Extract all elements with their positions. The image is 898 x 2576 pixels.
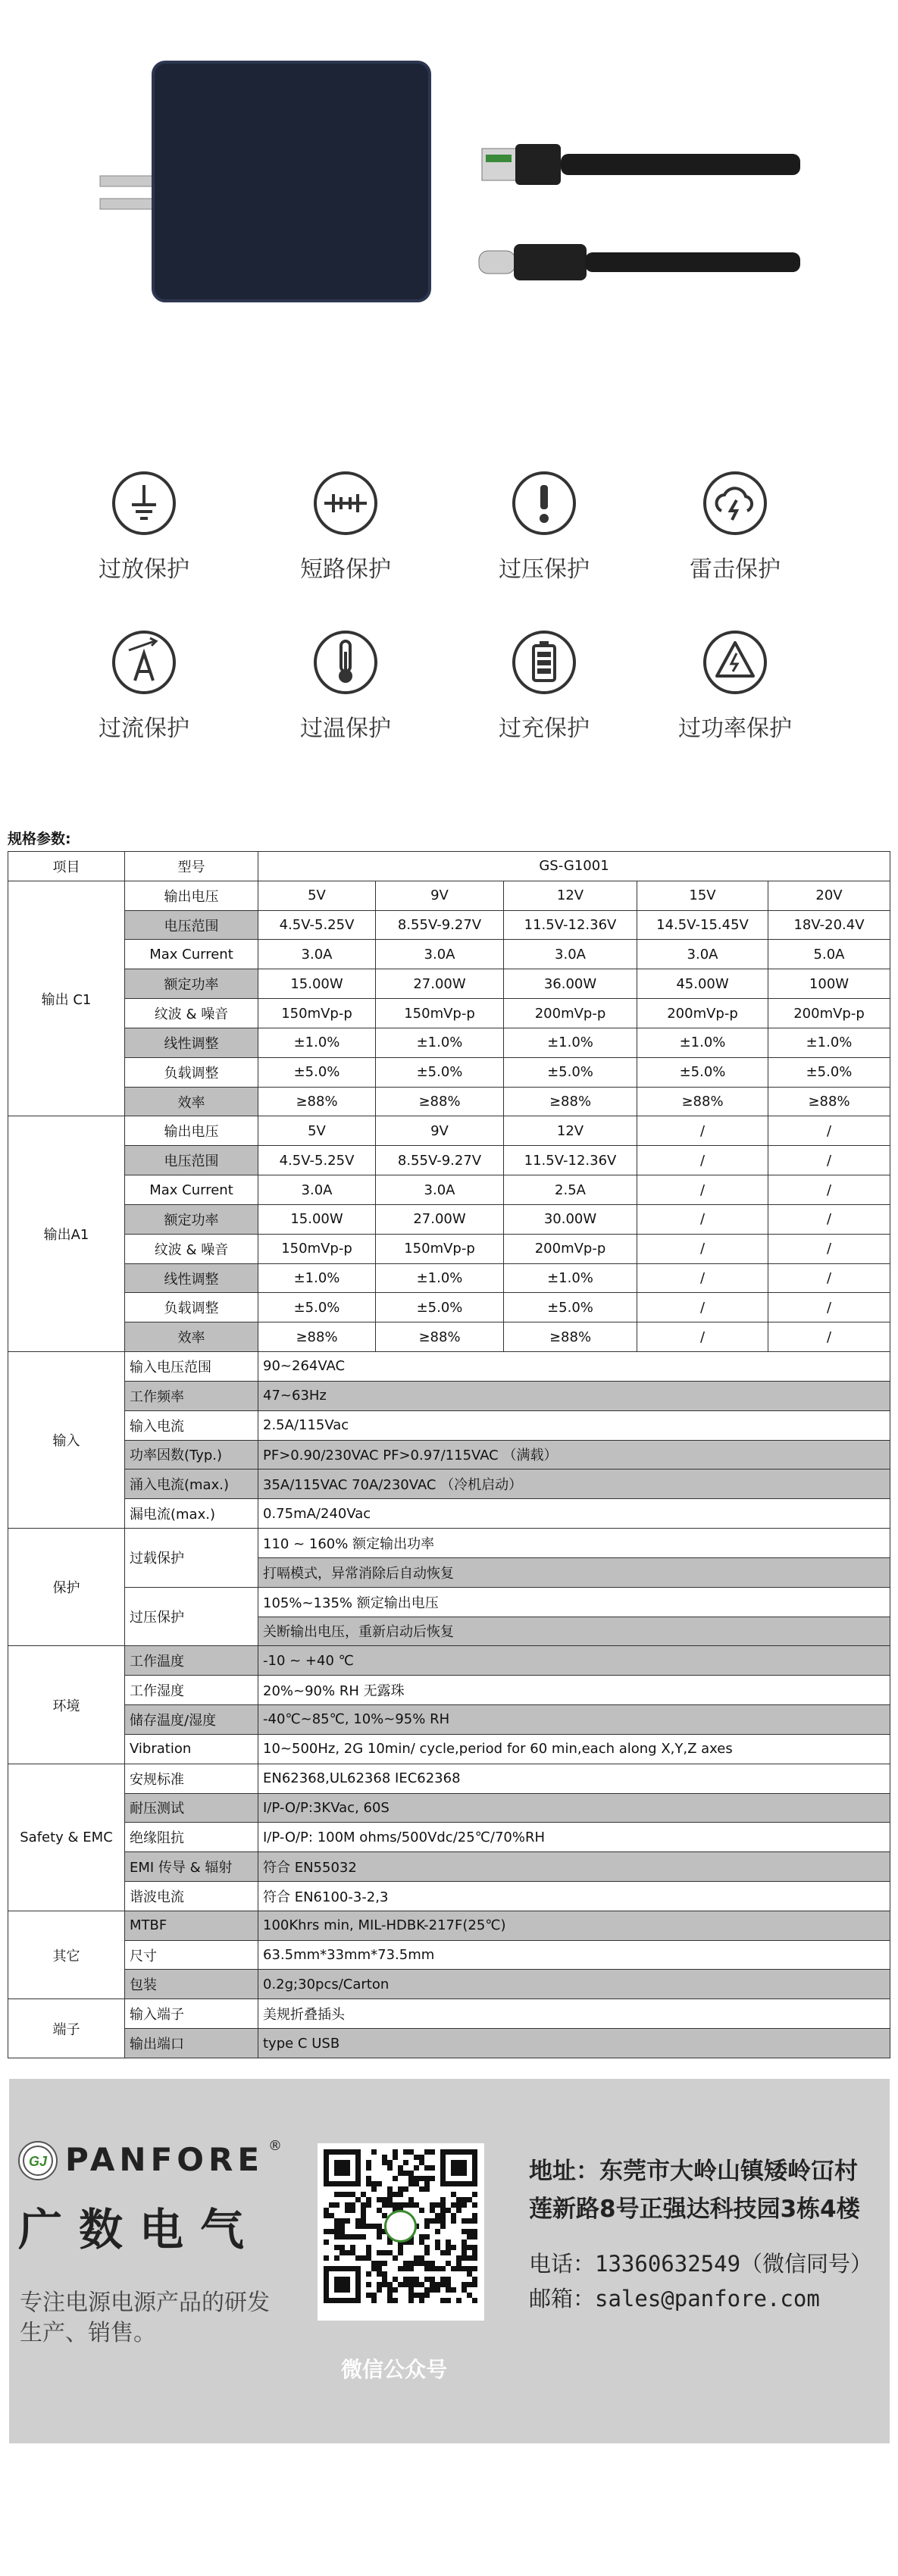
cell-value: ±1.0% — [376, 1028, 504, 1057]
email-text[interactable]: 邮箱：sales@panfore.com — [529, 2286, 820, 2312]
slogan-line-1: 专注电源电源产品的研发 — [20, 2290, 270, 2316]
cell-value: ≥88% — [258, 1322, 376, 1352]
protection-item — [652, 629, 818, 743]
cell-value: 0.2g;30pcs/Carton — [258, 1970, 890, 1999]
product-photo — [0, 0, 898, 424]
cell-value: 3.0A — [504, 940, 637, 969]
slogan-line-2: 生产、销售。 — [20, 2320, 156, 2346]
table-row — [8, 940, 890, 969]
brand-chinese: 广数电气 — [18, 2204, 261, 2255]
battery-icon — [511, 629, 577, 696]
address-line-1: 地址：东莞市大岭山镇矮岭冚村 — [529, 2158, 858, 2185]
cell-value: 3.0A — [258, 1175, 376, 1205]
cell-value: ±5.0% — [376, 1057, 504, 1087]
cell-value: ≥88% — [504, 1322, 637, 1352]
row-label: 输出端口 — [125, 2029, 258, 2058]
cell-value: 150mVp-p — [258, 1234, 376, 1263]
cell-value: 5V — [258, 1116, 376, 1146]
cell-value: 符合 EN6100-3-2,3 — [258, 1881, 890, 1911]
cell-value: 150mVp-p — [376, 999, 504, 1028]
row-label: 线性调整 — [125, 1263, 258, 1293]
cell-value: / — [768, 1234, 890, 1263]
section-label: Safety & EMC — [8, 1764, 125, 1911]
row-label: 谐波电流 — [125, 1881, 258, 1911]
brand-english: PANFORE — [65, 2141, 264, 2178]
cell-value: 符合 EN55032 — [258, 1852, 890, 1882]
cell-value: 12V — [504, 1116, 637, 1146]
table-row — [8, 1705, 890, 1735]
section-label: 端子 — [8, 1999, 125, 2058]
cell-value: 4.5V-5.25V — [258, 910, 376, 940]
warning-icon — [702, 629, 768, 696]
cell-value: 3.0A — [376, 940, 504, 969]
protection-item — [461, 629, 627, 743]
qr-caption: 微信公众号 — [341, 2357, 448, 2382]
cell-value: 15.00W — [258, 969, 376, 999]
row-label: 输入电流 — [125, 1410, 258, 1440]
row-label: 安规标准 — [125, 1764, 258, 1793]
cell-value: / — [637, 1234, 768, 1263]
row-label: 过压保护 — [125, 1587, 258, 1646]
table-row — [8, 1911, 890, 1940]
table-row — [8, 1381, 890, 1410]
cell-value: / — [637, 1116, 768, 1146]
row-label: 输入电压范围 — [125, 1352, 258, 1382]
table-row — [8, 910, 890, 940]
cell-value: ≥88% — [768, 1087, 890, 1116]
table-row — [8, 1116, 890, 1146]
cell-value: ±5.0% — [504, 1293, 637, 1322]
table-row — [8, 1087, 890, 1116]
protection-label: 过压保护 — [499, 556, 590, 583]
cell-value: 3.0A — [376, 1175, 504, 1205]
cell-value: 11.5V-12.36V — [504, 1146, 637, 1175]
cell-value: 0.75mA/240Vac — [258, 1499, 890, 1529]
exclamation-icon — [511, 470, 577, 537]
table-row — [8, 1764, 890, 1793]
cell-value: 20%~90% RH 无露珠 — [258, 1676, 890, 1705]
row-label: 纹波 & 噪音 — [125, 1234, 258, 1263]
cell-value: ±5.0% — [258, 1293, 376, 1322]
ground-icon — [111, 470, 177, 537]
cell-value: 15V — [637, 881, 768, 910]
cell-value: 27.00W — [376, 969, 504, 999]
cell-value: / — [637, 1263, 768, 1293]
phone-text: 电话：13360632549（微信同号） — [529, 2251, 873, 2277]
cell-value: ≥88% — [376, 1322, 504, 1352]
cell-value: / — [637, 1322, 768, 1352]
table-row — [8, 1440, 890, 1470]
cell-value: / — [768, 1293, 890, 1322]
table-row — [8, 1529, 890, 1558]
cell-value: ≥88% — [637, 1087, 768, 1116]
protection-label: 雷击保护 — [690, 556, 781, 583]
cell-value: 4.5V-5.25V — [258, 1146, 376, 1175]
cell-value: 10~500Hz, 2G 10min/ cycle,period for 60 min,each along X,Y,Z axes — [258, 1734, 890, 1764]
cell-value: / — [768, 1116, 890, 1146]
table-row — [8, 1676, 890, 1705]
cell-value: 30.00W — [504, 1204, 637, 1234]
cell-value: 11.5V-12.36V — [504, 910, 637, 940]
table-row — [8, 969, 890, 999]
protection-item — [61, 629, 227, 743]
cell-value: / — [768, 1175, 890, 1205]
cell-value: ±5.0% — [376, 1293, 504, 1322]
table-row — [8, 1470, 890, 1499]
cell-value: PF>0.90/230VAC PF>0.97/115VAC （满载） — [258, 1440, 890, 1470]
cell-value: ≥88% — [376, 1087, 504, 1116]
protection-item — [262, 470, 429, 584]
company-footer — [9, 2079, 890, 2443]
row-label: 储存温度/湿度 — [125, 1705, 258, 1735]
cell-value: 100W — [768, 969, 890, 999]
row-label: 负载调整 — [125, 1293, 258, 1322]
logo-icon — [17, 2139, 59, 2182]
row-label: 效率 — [125, 1322, 258, 1352]
table-row — [8, 1881, 890, 1911]
cell-value: 9V — [376, 1116, 504, 1146]
cell-value: 47~63Hz — [258, 1381, 890, 1410]
thermometer-icon — [312, 629, 379, 696]
cell-value: 200mVp-p — [637, 999, 768, 1028]
address-line-2: 莲新路8号正强达科技园3栋4楼 — [529, 2196, 860, 2223]
row-label: 额定功率 — [125, 1204, 258, 1234]
cell-value: 90~264VAC — [258, 1352, 890, 1382]
cell-value: / — [637, 1146, 768, 1175]
table-row — [8, 1999, 890, 2029]
protection-item — [61, 470, 227, 584]
lightning-cloud-icon — [702, 470, 768, 537]
cell-value: 100Khrs min, MIL-HDBK-217F(25℃) — [258, 1911, 890, 1940]
row-label: Max Current — [125, 1175, 258, 1205]
cell-value: 63.5mm*33mm*73.5mm — [258, 1940, 890, 1970]
row-label: 电压范围 — [125, 910, 258, 940]
cell-value: 15.00W — [258, 1204, 376, 1234]
table-row — [8, 1293, 890, 1322]
cell-value: I/P-O/P:3KVac, 60S — [258, 1793, 890, 1823]
cell-value: 36.00W — [504, 969, 637, 999]
protection-item — [461, 470, 627, 584]
cell-value: ±5.0% — [258, 1057, 376, 1087]
protection-label: 过充保护 — [499, 715, 590, 742]
table-row — [8, 1204, 890, 1234]
header-model-label: 型号 — [125, 852, 258, 881]
section-label: 输出A1 — [8, 1116, 125, 1352]
row-label: 尺寸 — [125, 1940, 258, 1970]
protection-item — [652, 470, 818, 584]
cell-value: 150mVp-p — [376, 1234, 504, 1263]
cell-value: ±5.0% — [637, 1057, 768, 1087]
cell-value: 18V-20.4V — [768, 910, 890, 940]
cell-value: 5V — [258, 881, 376, 910]
spec-heading: 规格参数: — [8, 831, 71, 847]
cell-value: ≥88% — [258, 1087, 376, 1116]
header-model: GS-G1001 — [258, 852, 890, 881]
row-label: 输出电压 — [125, 1116, 258, 1146]
cell-value: ±1.0% — [258, 1263, 376, 1293]
cell-value: 美规折叠插头 — [258, 1999, 890, 2029]
table-row — [8, 852, 890, 881]
cell-value: ±1.0% — [258, 1028, 376, 1057]
row-label: 包装 — [125, 1970, 258, 1999]
cell-value: 9V — [376, 881, 504, 910]
cell-value: / — [637, 1293, 768, 1322]
protection-label: 过温保护 — [300, 715, 391, 742]
row-label: 工作湿度 — [125, 1676, 258, 1705]
table-row — [8, 1940, 890, 1970]
section-label: 其它 — [8, 1911, 125, 1999]
row-label: Vibration — [125, 1734, 258, 1764]
table-row — [8, 1587, 890, 1617]
cell-value: / — [768, 1322, 890, 1352]
section-label: 输入 — [8, 1352, 125, 1529]
cell-value: ±1.0% — [504, 1028, 637, 1057]
cell-value: ±1.0% — [376, 1263, 504, 1293]
cell-value: / — [768, 1204, 890, 1234]
protection-label: 过功率保护 — [678, 715, 792, 742]
table-row — [8, 1734, 890, 1764]
cell-value: 200mVp-p — [768, 999, 890, 1028]
cell-value: 关断输出电压，重新启动后恢复 — [258, 1617, 890, 1646]
cell-value: 5.0A — [768, 940, 890, 969]
row-label: 过载保护 — [125, 1529, 258, 1588]
table-row — [8, 881, 890, 910]
cell-value: 3.0A — [637, 940, 768, 969]
cell-value: 2.5A — [504, 1175, 637, 1205]
cell-value: 2.5A/115Vac — [258, 1410, 890, 1440]
section-label: 保护 — [8, 1529, 125, 1646]
spec-table — [8, 851, 890, 2058]
protection-label: 过流保护 — [99, 715, 189, 742]
cell-value: 45.00W — [637, 969, 768, 999]
row-label: 输出电压 — [125, 881, 258, 910]
brand-registered-mark: ® — [268, 2138, 282, 2154]
table-row — [8, 1146, 890, 1175]
cell-value: 14.5V-15.45V — [637, 910, 768, 940]
row-label: 工作温度 — [125, 1646, 258, 1676]
logo-letters: GJ — [28, 2154, 48, 2169]
table-row — [8, 1322, 890, 1352]
row-label: 功率因数(Typ.) — [125, 1440, 258, 1470]
protection-label: 过放保护 — [99, 556, 189, 583]
row-label: 效率 — [125, 1087, 258, 1116]
table-row — [8, 1852, 890, 1882]
header-item: 项目 — [8, 852, 125, 881]
table-row — [8, 1970, 890, 1999]
table-row — [8, 1175, 890, 1205]
cell-value: type C USB — [258, 2029, 890, 2058]
cell-value: 8.55V-9.27V — [376, 910, 504, 940]
cell-value: 110 ~ 160% 额定输出功率 — [258, 1529, 890, 1558]
row-label: 额定功率 — [125, 969, 258, 999]
table-row — [8, 1028, 890, 1057]
cell-value: 3.0A — [258, 940, 376, 969]
row-label: MTBF — [125, 1911, 258, 1940]
cell-value: / — [768, 1146, 890, 1175]
table-row — [8, 1352, 890, 1382]
cell-value: 打嗝模式，异常消除后自动恢复 — [258, 1557, 890, 1587]
row-label: 负载调整 — [125, 1057, 258, 1087]
protection-label: 短路保护 — [300, 556, 391, 583]
cell-value: 12V — [504, 881, 637, 910]
row-label: 电压范围 — [125, 1146, 258, 1175]
cell-value: 150mVp-p — [258, 999, 376, 1028]
table-row — [8, 999, 890, 1028]
cell-value: ±1.0% — [504, 1263, 637, 1293]
table-row — [8, 1410, 890, 1440]
row-label: 线性调整 — [125, 1028, 258, 1057]
row-label: 输入端子 — [125, 1999, 258, 2029]
cell-value: ±1.0% — [768, 1028, 890, 1057]
cell-value: 35A/115VAC 70A/230VAC （冷机启动） — [258, 1470, 890, 1499]
cell-value: / — [637, 1175, 768, 1205]
cell-value: 105%~135% 额定输出电压 — [258, 1587, 890, 1617]
cell-value: ±1.0% — [637, 1028, 768, 1057]
section-label: 输出 C1 — [8, 881, 125, 1116]
table-row — [8, 1057, 890, 1087]
row-label: 漏电流(max.) — [125, 1499, 258, 1529]
table-row — [8, 1646, 890, 1676]
table-row — [8, 1234, 890, 1263]
table-row — [8, 2029, 890, 2058]
cell-value: EN62368,UL62368 IEC62368 — [258, 1764, 890, 1793]
row-label: 耐压测试 — [125, 1793, 258, 1823]
row-label: 绝缘阻抗 — [125, 1823, 258, 1852]
cell-value: / — [768, 1263, 890, 1293]
cell-value: I/P-O/P: 100M ohms/500Vdc/25℃/70%RH — [258, 1823, 890, 1852]
cell-value: 200mVp-p — [504, 999, 637, 1028]
cell-value: / — [637, 1204, 768, 1234]
cell-value: 200mVp-p — [504, 1234, 637, 1263]
row-label: Max Current — [125, 940, 258, 969]
cell-value: 20V — [768, 881, 890, 910]
cell-value: ±5.0% — [504, 1057, 637, 1087]
cell-value: ≥88% — [504, 1087, 637, 1116]
row-label: EMI 传导 & 辐射 — [125, 1852, 258, 1882]
cell-value: -40℃~85℃, 10%~95% RH — [258, 1705, 890, 1735]
table-row — [8, 1263, 890, 1293]
wechat-qr-code[interactable] — [318, 2143, 484, 2321]
table-row — [8, 1499, 890, 1529]
cell-value: ±5.0% — [768, 1057, 890, 1087]
cell-value: 8.55V-9.27V — [376, 1146, 504, 1175]
row-label: 纹波 & 噪音 — [125, 999, 258, 1028]
section-label: 环境 — [8, 1646, 125, 1764]
row-label: 工作频率 — [125, 1381, 258, 1410]
cell-value: 27.00W — [376, 1204, 504, 1234]
table-row — [8, 1823, 890, 1852]
cell-value: -10 ~ +40 ℃ — [258, 1646, 890, 1676]
protection-item — [262, 629, 429, 743]
row-label: 涌入电流(max.) — [125, 1470, 258, 1499]
table-row — [8, 1793, 890, 1823]
short-circuit-icon — [312, 470, 379, 537]
current-icon — [111, 629, 177, 696]
